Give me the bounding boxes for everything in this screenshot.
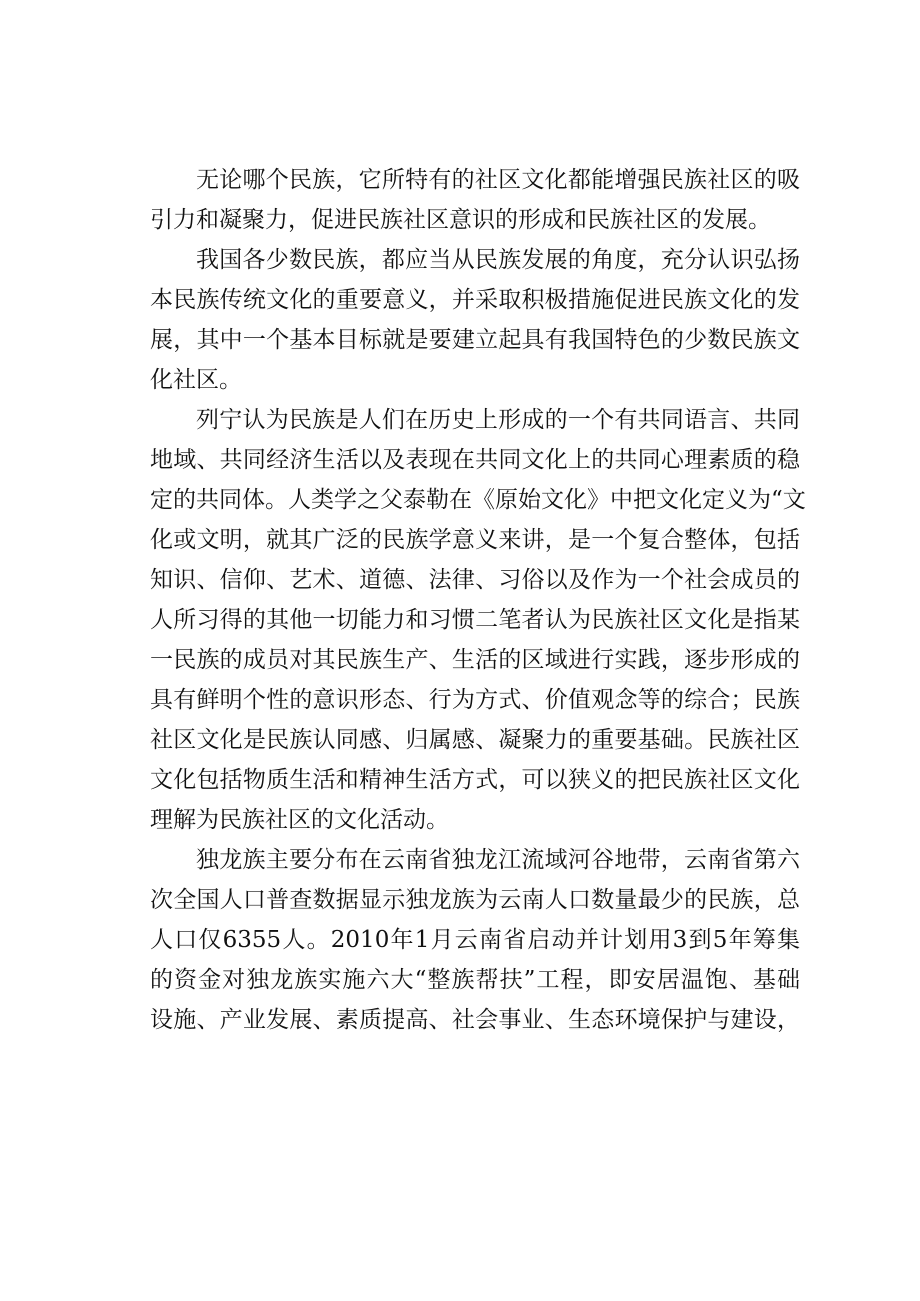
text-line: 具有鲜明个性的意识形态、行为方式、价值观念等的综合；民族 bbox=[150, 687, 800, 713]
paragraph-3 bbox=[150, 400, 806, 840]
text-line: 地域、共同经济生活以及表现在共同文化上的共同心理素质的稳 bbox=[150, 447, 800, 473]
text-line: 人口仅6355人。2010年1月云南省启动并计划用3到5年筹集 bbox=[150, 927, 800, 953]
text-line: 的资金对独龙族实施六大“整族帮扶”工程，即安居温饱、基础 bbox=[150, 967, 800, 993]
text-line: 本民族传统文化的重要意义，并采取积极措施促进民族文化的发 bbox=[150, 287, 800, 313]
text-line: 文化包括物质生活和精神生活方式，可以狭义的把民族社区文化 bbox=[150, 767, 800, 793]
text-line: 次全国人口普查数据显示独龙族为云南人口数量最少的民族，总 bbox=[150, 887, 800, 913]
text-line: 化社区。 bbox=[150, 367, 242, 393]
text-line: 无论哪个民族，它所特有的社区文化都能增强民族社区的吸 bbox=[196, 167, 800, 193]
text-line: 独龙族主要分布在云南省独龙江流域河谷地带，云南省第六 bbox=[196, 847, 800, 873]
text-line: 设施、产业发展、素质提高、社会事业、生态环境保护与建设， bbox=[150, 1007, 800, 1033]
paragraph-2 bbox=[150, 240, 800, 400]
text-line: 我国各少数民族，都应当从民族发展的角度，充分认识弘扬 bbox=[196, 247, 800, 273]
text-line: 化或文明，就其广泛的民族学意义来讲，是一个复合整体，包括 bbox=[150, 527, 800, 553]
text-line: 理解为民族社区的文化活动。 bbox=[150, 807, 449, 833]
text-line: 定的共同体。人类学之父泰勒在《原始文化》中把文化定义为“文 bbox=[150, 487, 806, 513]
text-line: 一民族的成员对其民族生产、生活的区域进行实践，逐步形成的 bbox=[150, 647, 800, 673]
text-line: 展，其中一个基本目标就是要建立起具有我国特色的少数民族文 bbox=[150, 327, 800, 353]
text-line: 列宁认为民族是人们在历史上形成的一个有共同语言、共同 bbox=[196, 407, 800, 433]
text-line: 知识、信仰、艺术、道德、法律、习俗以及作为一个社会成员的 bbox=[150, 567, 800, 593]
text-line: 引力和凝聚力，促进民族社区意识的形成和民族社区的发展。 bbox=[150, 207, 771, 233]
text-line: 社区文化是民族认同感、归属感、凝聚力的重要基础。民族社区 bbox=[150, 727, 800, 753]
body-text bbox=[150, 160, 806, 1040]
text-line: 人所习得的其他一切能力和习惯二笔者认为民族社区文化是指某 bbox=[150, 607, 800, 633]
paragraph-1 bbox=[150, 160, 800, 240]
paragraph-4 bbox=[150, 840, 800, 1040]
